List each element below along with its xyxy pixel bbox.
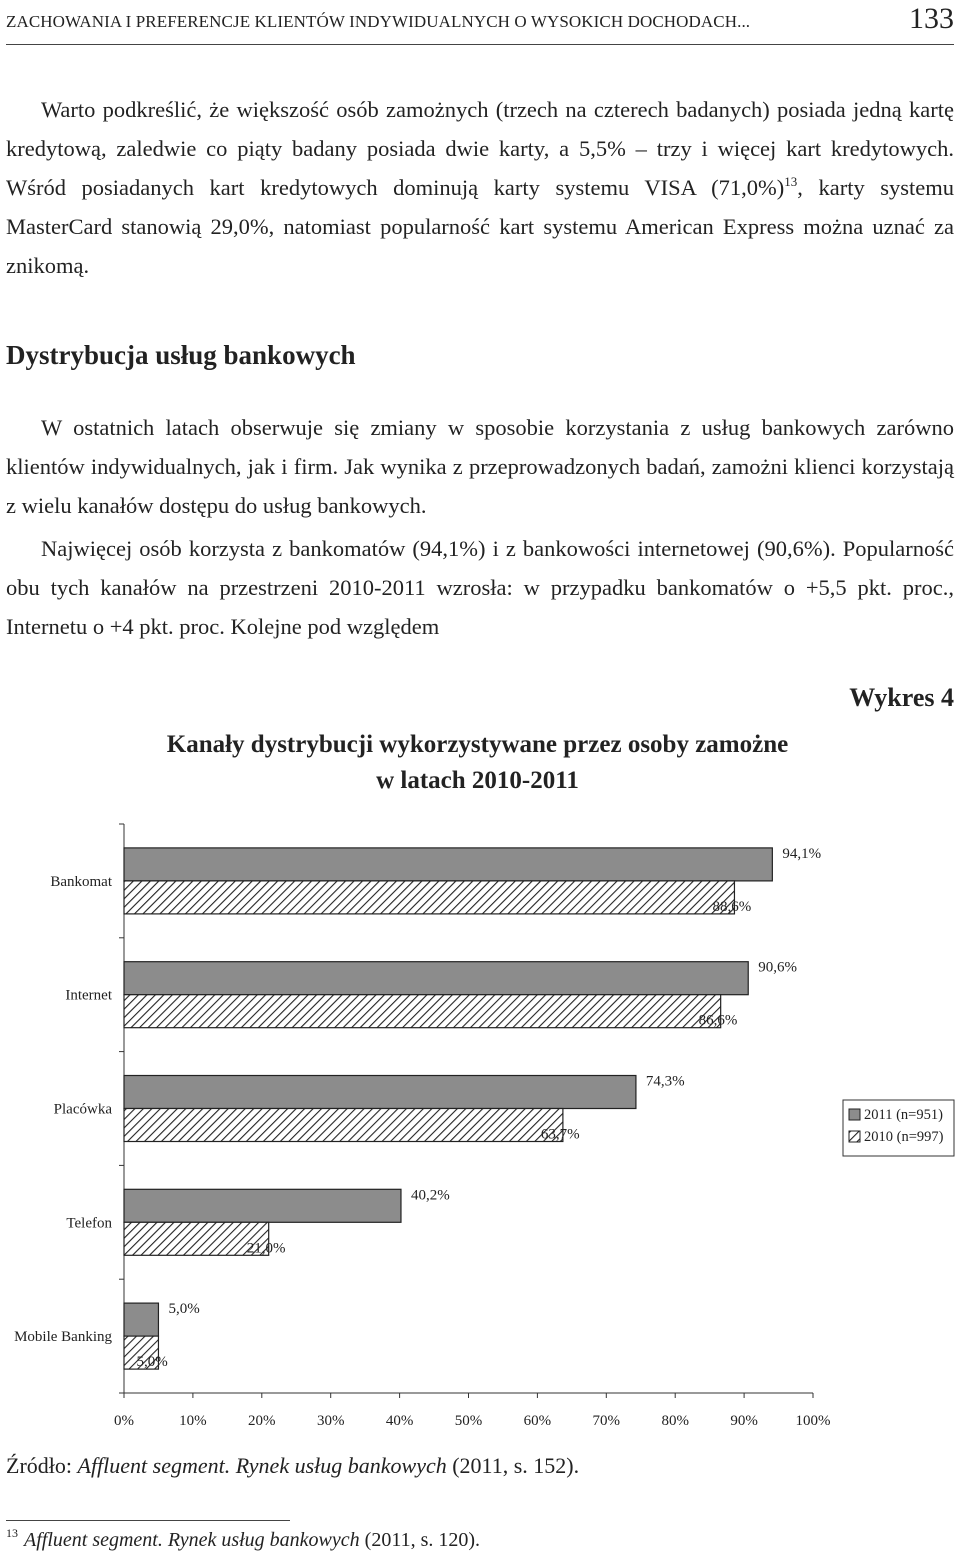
figure-source: Źródło: Affluent segment. Rynek usług bankowych (2011, s. 152). — [6, 1453, 580, 1478]
bar-2011 — [124, 1076, 636, 1109]
data-label: 5,0% — [168, 1301, 200, 1318]
data-label: 90,6% — [758, 959, 797, 976]
data-label: 94,1% — [782, 845, 822, 862]
paragraph-distribution: W ostatnich latach obserwuje się zmiany w sposobie korzystania z usług bankowych zarówno klientów indywidualnych, jak i firm. Jak wynika z przeprowadzonych badań, zamożni klienci korzystają z wielu kanałów dostępu do usług bankowych. — [6, 415, 954, 518]
category-label: Telefon — [66, 1215, 112, 1232]
figure-label: Wykres 4 — [849, 683, 954, 712]
legend-swatch — [849, 1131, 860, 1142]
bar-2011 — [124, 1189, 401, 1222]
x-tick-label: 20% — [248, 1413, 276, 1429]
paragraph-channels: Najwięcej osób korzysta z bankomatów (94,1%) i z bankowości internetowej (90,6%). Popularność obu tych kanałów na przestrzeni 2010-2011 wzrosła: w przypadku bankomatów o +5,5 pkt. proc., Internetu o +4 pkt. proc. Kolejne pod względem — [6, 536, 954, 639]
x-tick-label: 10% — [179, 1413, 207, 1429]
footnote: $^{13}$ Affluent segment. Rynek usług bankowych (2011, s. 120). — [6, 1526, 481, 1551]
page-number: 133 — [909, 2, 954, 35]
plot-area — [14, 824, 954, 1429]
bar-2010 — [124, 1109, 563, 1142]
bar-chart — [0, 810, 960, 1440]
category-label: Bankomat — [50, 873, 112, 890]
category-label: Internet — [65, 987, 112, 1004]
legend-swatch — [849, 1109, 860, 1120]
bar-2011 — [124, 962, 748, 995]
bar-2010 — [124, 995, 721, 1028]
footnote-divider — [6, 1520, 290, 1521]
bar-2011 — [124, 1303, 158, 1336]
x-tick-label: 40% — [385, 1413, 414, 1429]
legend-entry: 2011 (n=951) — [864, 1107, 943, 1123]
data-label: 63,7% — [540, 1126, 580, 1143]
data-label: 21,0% — [246, 1240, 286, 1257]
bar-2010 — [124, 881, 734, 914]
x-tick-label: 30% — [316, 1413, 345, 1429]
x-tick-label: 100% — [795, 1413, 831, 1429]
category-label: Placówka — [53, 1101, 112, 1118]
data-label: 74,3% — [645, 1073, 685, 1090]
legend-entry: 2010 (n=997) — [864, 1129, 944, 1145]
bar-2011 — [124, 848, 772, 881]
data-label: 5,0% — [136, 1354, 168, 1371]
data-label: 86,6% — [698, 1012, 738, 1029]
footnote-ref[interactable]: 13 — [784, 174, 798, 189]
category-label: Mobile Banking — [14, 1329, 112, 1346]
x-tick-label: 80% — [661, 1413, 689, 1429]
section-heading: Dystrybucja usług bankowych — [6, 340, 356, 370]
chart-title: Kanały dystrybucji wykorzystywane przez osoby zamożne w latach 2010-2011 — [166, 731, 789, 794]
data-label: 40,2% — [410, 1187, 450, 1204]
paragraph-cards: Warto podkreślić, że większość osób zamożnych (trzech na czterech badanych) posiada jedną kartę kredytową, zaledwie co piąty badany posiada dwie karty, a 5,5% – trzy i więcej kart kredytowych. Wśród posiadanych kart kredytowych dominują karty systemu VISA $(71,0\%)^{13}$, karty systemu MasterCard stanowią 29,0%, natomiast popularność kart systemu American Express można uznać za znikomą. — [6, 97, 954, 278]
x-tick-label: 90% — [730, 1413, 758, 1429]
running-head — [6, 2, 954, 45]
running-title: ZACHOWANIA I PREFERENCJE KLIENTÓW INDYWIDUALNYCH O WYSOKICH DOCHODACH... — [6, 12, 751, 31]
data-label: 88,6% — [712, 898, 752, 915]
x-tick-label: 50% — [454, 1413, 483, 1429]
x-tick-label: 70% — [592, 1413, 621, 1429]
x-tick-label: 60% — [523, 1413, 552, 1429]
x-tick-label: 0% — [114, 1413, 134, 1429]
